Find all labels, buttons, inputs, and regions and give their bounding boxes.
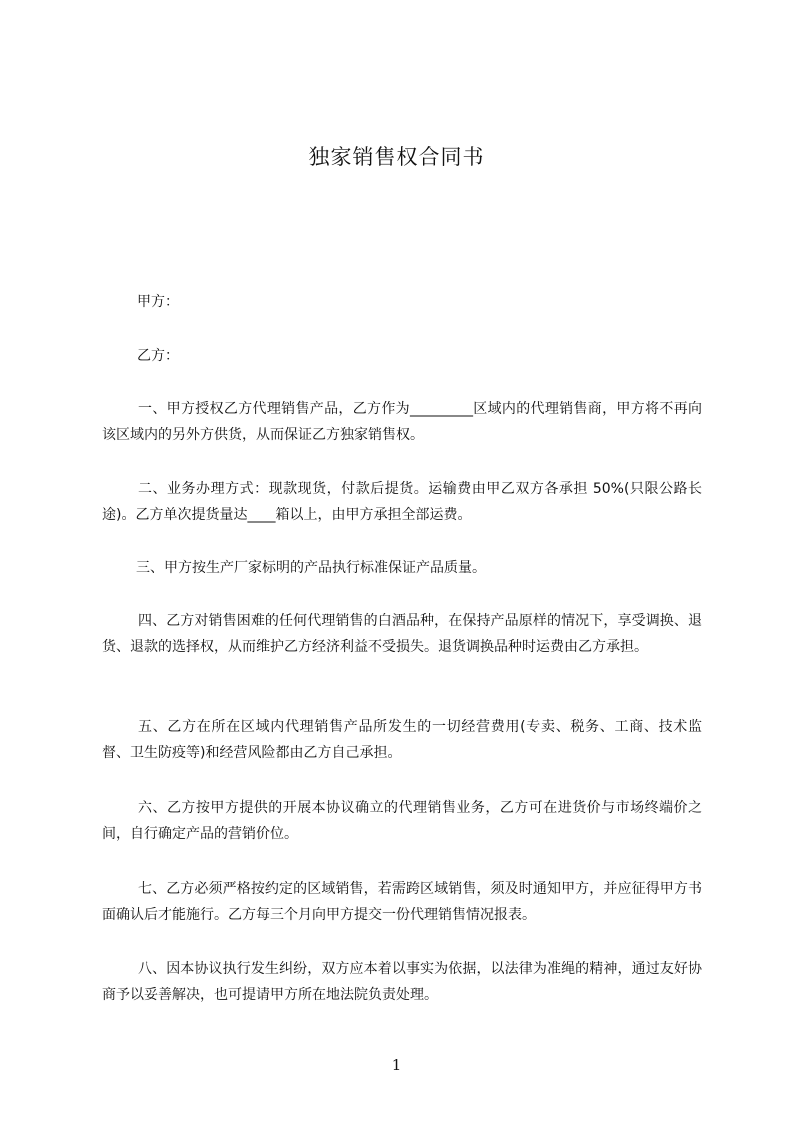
document-title: 独家销售权合同书 bbox=[308, 145, 485, 169]
clause-4: 四、乙方对销售困难的任何代理销售的白酒品种，在保持产品原样的情况下，享受调换、退货、退款的选择权，从而维护乙方经济利益不受损失。退货调换品种时运费由乙方承担。 bbox=[102, 613, 702, 655]
clause-2: 二、业务办理方式：现款现货，付款后提货。运输费由甲乙双方各承担 50%(只限公路长途)。乙方单次提货量达____箱以上，由甲方承担全部运费。 bbox=[102, 481, 702, 523]
clause-7: 七、乙方必须严格按约定的区域销售，若需跨区域销售，须及时通知甲方，并应征得甲方书面确认后才能施行。乙方每三个月向甲方提交一份代理销售情况报表。 bbox=[102, 881, 702, 923]
clause-1: 一、甲方授权乙方代理销售产品，乙方作为_________区域内的代理销售商，甲方将不再向该区域内的另外方供货，从而保证乙方独家销售权。 bbox=[102, 401, 702, 443]
clause-3: 三、甲方按生产厂家标明的产品执行标准保证产品质量。 bbox=[136, 560, 486, 576]
clause-8: 八、因本协议执行发生纠纷，双方应本着以事实为依据，以法律为准绳的精神，通过友好协商予以妥善解决，也可提请甲方所在地法院负责处理。 bbox=[102, 961, 702, 1003]
page-number: 1 bbox=[391, 1056, 402, 1074]
party-b-label: 乙方： bbox=[137, 348, 179, 364]
clause-5: 五、乙方在所在区域内代理销售产品所发生的一切经营费用(专卖、税务、工商、技术监督、卫生防疫等)和经营风险都由乙方自己承担。 bbox=[102, 719, 702, 761]
party-a-label: 甲方： bbox=[137, 294, 179, 310]
clause-6: 六、乙方按甲方提供的开展本协议确立的代理销售业务，乙方可在进货价与市场终端价之间，自行确定产品的营销价位。 bbox=[102, 800, 702, 842]
